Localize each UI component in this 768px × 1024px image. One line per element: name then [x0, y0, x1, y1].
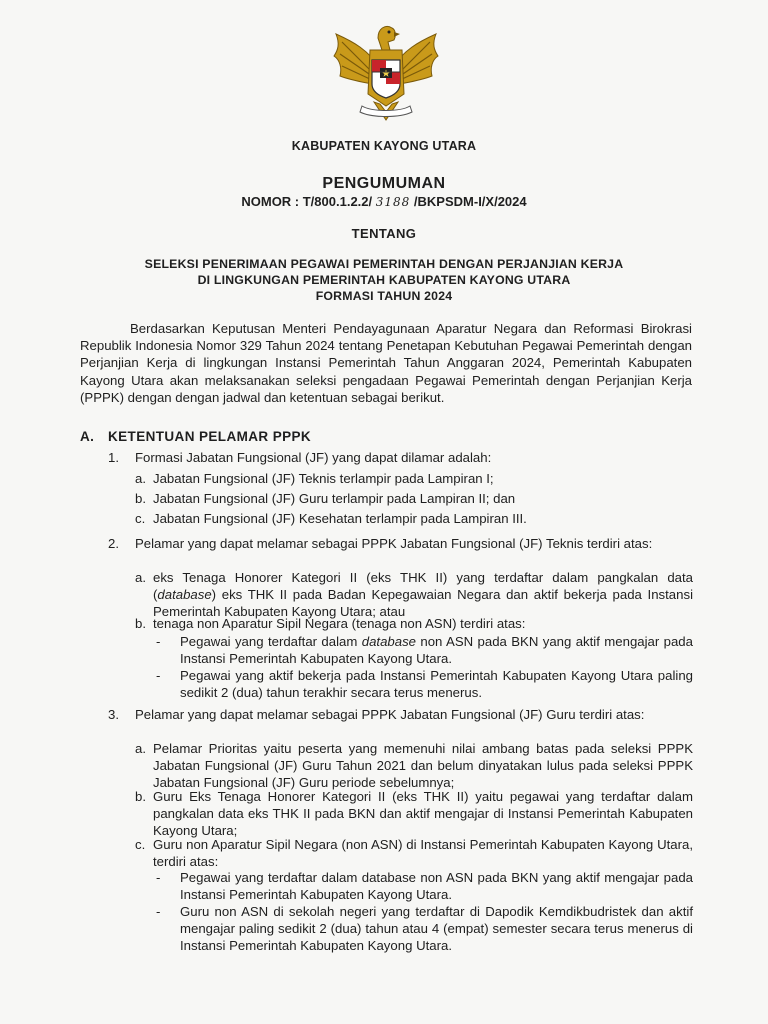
item-1a-label: a.	[135, 471, 146, 486]
item-2b-dash-1: Pegawai yang terdaftar dalam database non ASN pada BKN yang aktif mengajar pada Instansi Pemerintah Kabupaten Kayong Utara.	[180, 634, 693, 667]
item-1b-label: b.	[135, 491, 146, 506]
document-number	[0, 194, 768, 209]
number-prefix: NOMOR : T/800.1.2.2/	[241, 194, 373, 209]
item-3c-label: c.	[135, 837, 146, 852]
item-3c-dash-2: Guru non ASN di sekolah negeri yang terdaftar di Dapodik Kemdikbudristek dan aktif mengajar paling sedikit 2 (dua) tahun atau 4 (empat) semester secara terus menerus di Instansi Pemerintah Kabupaten Kayong Utara.	[180, 904, 693, 954]
item-1b-text: Jabatan Fungsional (JF) Guru terlampir pada Lampiran II; dan	[153, 491, 516, 506]
item-3-text: Pelamar yang dapat melamar sebagai PPPK Jabatan Fungsional (JF) Guru terdiri atas:	[135, 707, 645, 722]
item-3c-text: Guru non Aparatur Sipil Negara (non ASN) di Instansi Pemerintah Kabupaten Kayong Utara, terdiri atas:	[153, 837, 693, 870]
section-letter: A.	[80, 429, 95, 444]
item-3-number: 3.	[108, 707, 119, 722]
item-1a-text: Jabatan Fungsional (JF) Teknis terlampir pada Lampiran I;	[153, 471, 494, 486]
item-1-text: Formasi Jabatan Fungsional (JF) yang dapat dilamar adalah:	[135, 450, 492, 465]
bullet-dash: -	[156, 668, 161, 683]
item-1c-text: Jabatan Fungsional (JF) Kesehatan terlampir pada Lampiran III.	[153, 511, 527, 526]
item-2b-label: b.	[135, 616, 146, 631]
item-2-number: 2.	[108, 536, 119, 551]
subject-line-1: SELEKSI PENERIMAAN PEGAWAI PEMERINTAH DENGAN PERJANJIAN KERJA	[144, 257, 624, 271]
item-2b-text: tenaga non Aparatur Sipil Negara (tenaga non ASN) terdiri atas:	[153, 616, 526, 631]
regency-name: KABUPATEN KAYONG UTARA	[291, 139, 477, 153]
item-2a-label: a.	[135, 570, 146, 585]
item-3c-dash-1: Pegawai yang terdaftar dalam database non ASN pada BKN yang aktif mengajar pada Instansi Pemerintah Kabupaten Kayong Utara.	[180, 870, 693, 903]
bullet-dash: -	[156, 904, 161, 919]
number-suffix: /BKPSDM-I/X/2024	[413, 194, 527, 209]
item-3b-text: Guru Eks Tenaga Honorer Kategori II (eks THK II) yaitu pegawai yang terdaftar dalam pangkalan data eks THK II pada BKN dan aktif mengajar di Instansi Pemerintah Kabupaten Kayong Utara;	[153, 789, 693, 839]
item-3a-text: Pelamar Prioritas yaitu peserta yang memenuhi nilai ambang batas pada seleksi PPPK Jabatan Fungsional (JF) Guru Tahun 2021 dan belum dinyatakan lulus pada seleksi PPPK Jabatan Fungsional (JF) Guru periode sebelumnya;	[153, 741, 693, 791]
subject-heading	[0, 256, 768, 304]
subject-line-3: FORMASI TAHUN 2024	[315, 289, 453, 303]
document-title: PENGUMUMAN	[322, 175, 446, 192]
section-title: KETENTUAN PELAMAR PPPK	[108, 429, 312, 444]
number-handwritten: 3188	[375, 195, 411, 209]
intro-paragraph: Berdasarkan Keputusan Menteri Pendayagunaan Aparatur Negara dan Reformasi Birokrasi Republik Indonesia Nomor 329 Tahun 2024 tentang Penetapan Kebutuhan Pegawai Pemerintah dengan Perjanjian Kerja di lingkungan Instansi Pemerintah Tahun Anggaran 2024, Pemerintah Kabupaten Kayong Utara akan melaksanakan seleksi pengadaan Pegawai Pemerintah dengan Perjanjian Kerja (PPPK) dengan dengan jadwal dan ketentuan sebagai berikut.	[80, 321, 692, 405]
bullet-dash: -	[156, 870, 161, 885]
item-1c-label: c.	[135, 511, 146, 526]
subject-line-2: DI LINGKUNGAN PEMERINTAH KABUPATEN KAYONG UTARA	[197, 273, 571, 287]
section-a-heading	[80, 428, 311, 445]
item-3b-label: b.	[135, 789, 146, 804]
bullet-dash: -	[156, 634, 161, 649]
item-1-number: 1.	[108, 450, 119, 465]
about-heading: TENTANG	[351, 226, 417, 241]
item-2-text: Pelamar yang dapat melamar sebagai PPPK Jabatan Fungsional (JF) Teknis terdiri atas:	[135, 536, 653, 551]
item-2a-text: eks Tenaga Honorer Kategori II (eks THK II) yang terdaftar dalam pangkalan data (database) eks THK II pada Badan Kepegawaian Negara dan aktif bekerja pada Instansi Pemerintah Kabupaten Kayong Utara; atau	[153, 570, 693, 620]
item-3a-label: a.	[135, 741, 146, 756]
item-2b-dash-2: Pegawai yang aktif bekerja pada Instansi Pemerintah Kabupaten Kayong Utara paling sedikit 2 (dua) tahun terakhir secara terus menerus.	[180, 668, 693, 701]
garuda-emblem-icon	[328, 20, 444, 132]
